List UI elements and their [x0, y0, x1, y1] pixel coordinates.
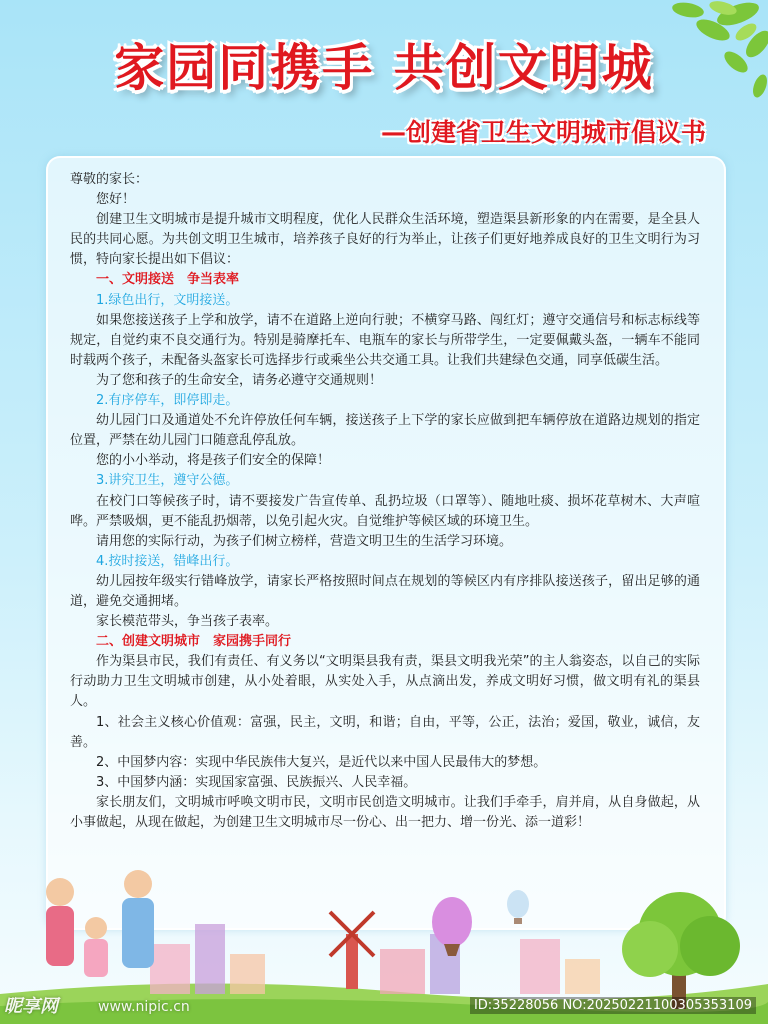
item-title: 1.绿色出行，文明接送。 [96, 292, 239, 308]
watermark-id: ID:35228056 NO:20250221100305353109 [470, 997, 756, 1014]
poster-title: 家园同携手 共创文明城 [114, 39, 654, 97]
family-illustration [46, 870, 154, 977]
item-title: 4.按时接送，错峰出行。 [96, 553, 239, 569]
watermark-logo: 昵享网 [4, 996, 58, 1017]
item-title: 2.有序停车，即停即走。 [96, 393, 239, 409]
item-paragraph: 幼儿园门口及通道处不允许停放任何车辆，接送孩子上下学的家长应做到把车辆停放在道路边规划的指定位置，严禁在幼儿园门口随意乱停乱放。 [70, 413, 700, 449]
item-paragraph: 请用您的实际行动，为孩子们树立榜样，营造文明卫生的生活学习环境。 [96, 533, 513, 549]
poster-subtitle: —创建省卫生文明城市倡议书 [380, 118, 706, 147]
item-paragraph: 您的小小举动，将是孩子们安全的保障！ [96, 453, 331, 469]
section-paragraph: 3、中国梦内涵：实现国家富强、民族振兴、人民幸福。 [96, 774, 417, 790]
item-paragraph: 在校门口等候孩子时，请不要接发广告宣传单、乱扔垃圾（口罩等）、随地吐痰、损坏花草树木、大声喧哗。严禁吸烟，更不能乱扔烟蒂，以免引起火灾。自觉维护等候区域的环境卫生。 [70, 493, 700, 529]
windmill-icon [330, 912, 374, 989]
item-paragraph: 家长模范带头，争当孩子表率。 [96, 614, 279, 630]
balloon-icon [507, 890, 529, 924]
salutation: 尊敬的家长： [70, 172, 149, 187]
intro-paragraph: 创建卫生文明城市是提升城市文明程度，优化人民群众生活环境，塑造渠县新形象的内在需要，是全县人民的共同心愿。为共创文明卫生城市，培养孩子良好的行为举止，让孩子们更好地养成良好的卫生文明行为习惯，特向家长提出如下倡议： [70, 212, 700, 268]
greeting: 您好！ [96, 192, 136, 208]
section-paragraph: 家长朋友们，文明城市呼唤文明市民，文明市民创造文明城市。让我们手牵手，肩并肩，从自身做起，从小事做起，从现在做起，为创建卫生文明城市尽一份心、出一把力、增一份光、添一道彩！ [70, 794, 700, 830]
watermark-url: www.nipic.cn [98, 999, 190, 1015]
section-heading: 二、创建文明城市 家园携手同行 [96, 634, 292, 650]
item-title: 3.讲究卫生，遵守公德。 [96, 473, 239, 489]
item-paragraph: 如果您接送孩子上学和放学，请不在道路上逆向行驶；不横穿马路、闯红灯；遵守交通信号和标志标线等规定，自觉约束不良交通行为。特别是骑摩托车、电瓶车的家长与所带学生，一定要佩戴头盔，一辆车不能同时载两个孩子，未配备头盔家长可选择步行或乘坐公共交通工具。让我们共建绿色交通，同享低碳生活。 [70, 312, 700, 368]
item-paragraph: 幼儿园按年级实行错峰放学，请家长严格按照时间点在规划的等候区内有序排队接送孩子，留出足够的通道，避免交通拥堵。 [70, 573, 700, 609]
item-paragraph: 为了您和孩子的生命安全，请务必遵守交通规则！ [96, 372, 383, 388]
letter-content [70, 170, 700, 833]
section-paragraph: 2、中国梦内容：实现中华民族伟大复兴，是近代以来中国人民最伟大的梦想。 [96, 754, 547, 770]
section-heading: 一、文明接送 争当表率 [96, 272, 240, 288]
section-paragraph: 作为渠县市民，我们有责任、有义务以“文明渠县我有责，渠县文明我光荣”的主人翁姿态，以自己的实际行动助力卫生文明城市创建，从小处着眼，从实处入手，从点滴出发，养成文明好习惯，做文明有礼的渠县人。 [70, 654, 700, 710]
section-paragraph: 1、社会主义核心价值观：富强，民主，文明，和谐；自由，平等，公正，法治；爱国，敬业，诚信，友善。 [70, 714, 700, 750]
